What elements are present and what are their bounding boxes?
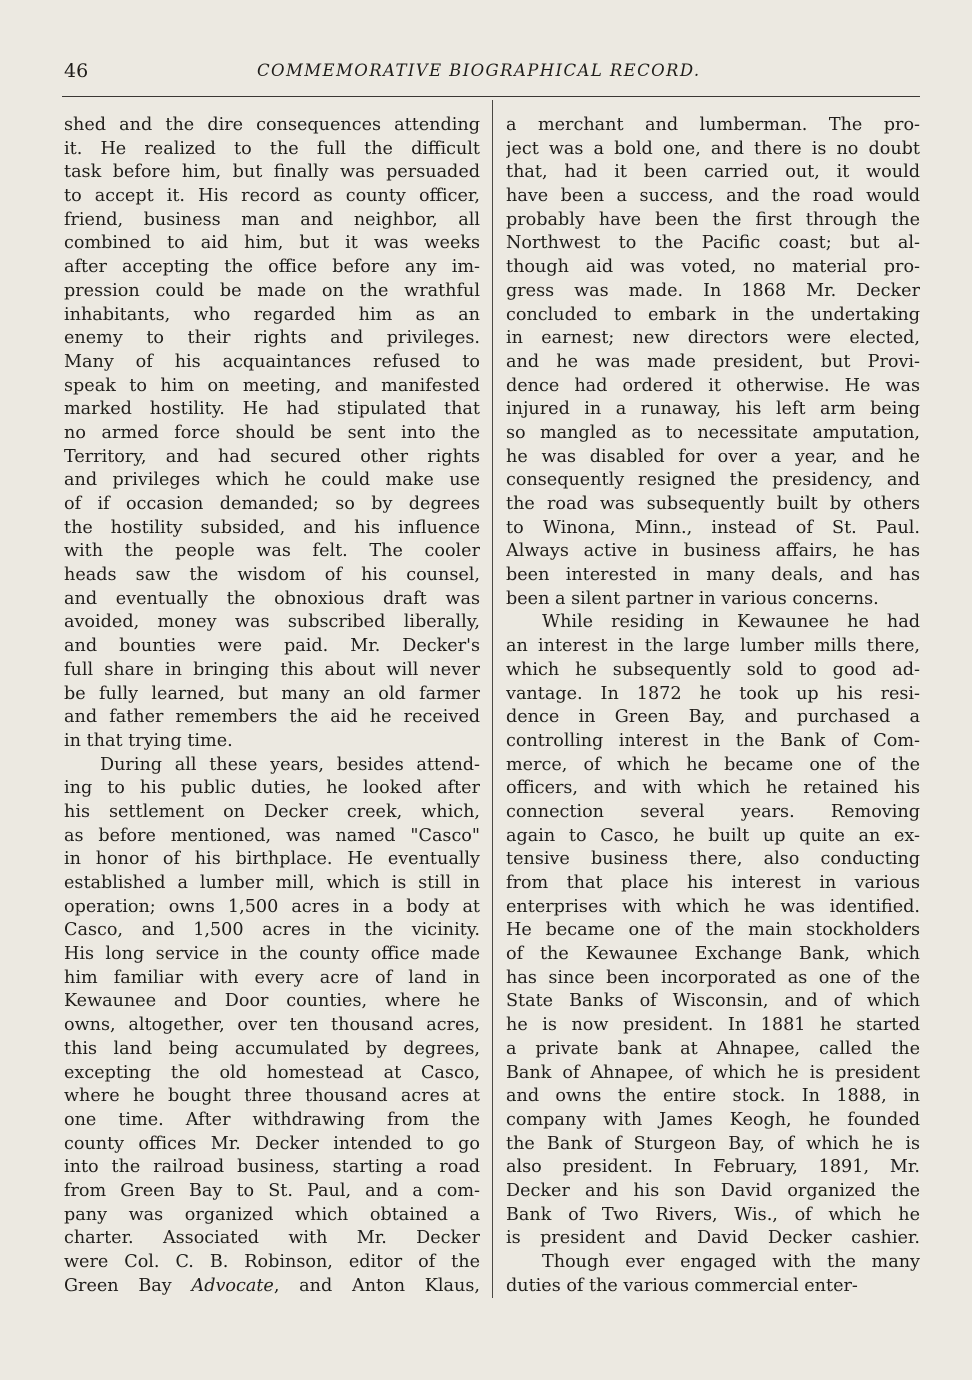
text-line: a merchant and lumberman. The pro- — [506, 115, 920, 135]
text-line: after accepting the office before any im- — [64, 257, 480, 278]
text-line: His long service in the county office made — [64, 944, 480, 965]
text-line: in honor of his birthplace. He eventually — [64, 849, 480, 870]
text-line: Bank of Ahnapee, of which he is president — [506, 1062, 920, 1083]
text-line: pany was organized which obtained a — [64, 1204, 480, 1225]
text-line: merce, of which he became one of the — [506, 754, 920, 775]
text-line: an interest in the large lumber mills there, — [506, 636, 920, 657]
page-number: 46 — [64, 60, 89, 82]
running-title: COMMEMORATIVE BIOGRAPHICAL RECORD. — [257, 61, 701, 80]
text-line: established a lumber mill, which is still in — [64, 873, 480, 893]
text-line: it. He realized to the full the difficult — [64, 138, 480, 159]
text-segment: , and Anton Klaus, — [273, 1275, 480, 1296]
text-line: and he was made president, but Provi- — [506, 351, 920, 372]
text-line: duties of the various commercial enter- — [506, 1275, 858, 1296]
text-line: which he subsequently sold to good ad- — [506, 659, 920, 680]
text-line: probably have been the first through the — [506, 209, 920, 230]
text-line: where he bought three thousand acres at — [64, 1086, 480, 1107]
text-line: State Banks of Wisconsin, and of which — [506, 991, 920, 1012]
text-line: During all these years, besides attend- — [100, 754, 480, 775]
text-line: in earnest; new directors were elected, — [506, 328, 920, 349]
text-line: Many of his acquaintances refused to — [64, 351, 480, 372]
text-line: operation; owns 1,500 acres in a body at — [64, 896, 480, 917]
text-line: inhabitants, who regarded him as an — [64, 304, 480, 325]
text-line: Casco, and 1,500 acres in the vicinity. — [64, 920, 480, 941]
text-line: from Green Bay to St. Paul, and a com- — [64, 1180, 480, 1201]
text-line: Bank of Two Rivers, Wis., of which he — [506, 1204, 920, 1225]
left-column — [64, 114, 480, 1298]
text-line: has since been incorporated as one of the — [506, 967, 920, 988]
text-line: been a silent partner in various concerns. — [506, 588, 879, 609]
text-line: company with James Keogh, he founded — [506, 1109, 920, 1130]
column-divider — [492, 100, 493, 1298]
text-line: into the railroad business, starting a road — [64, 1157, 480, 1178]
text-line: pression could be made on the wrathful — [64, 280, 480, 301]
text-line: though aid was voted, no material pro- — [506, 257, 920, 278]
text-line — [64, 1275, 480, 1299]
text-line: and privileges which he could make use — [64, 470, 480, 491]
text-line: one time. After withdrawing from the — [64, 1109, 480, 1130]
text-segment: Green Bay — [64, 1275, 192, 1296]
text-line: full share in bringing this about will never — [64, 659, 480, 680]
text-line: controlling interest in the Bank of Com- — [506, 730, 920, 751]
text-line: him familiar with every acre of land in — [64, 967, 480, 988]
text-line: and eventually the obnoxious draft was — [64, 588, 480, 609]
text-line: concluded to embark in the undertaking — [506, 304, 920, 325]
text-line: of the Kewaunee Exchange Bank, which — [506, 944, 920, 965]
text-line: this land being accumulated by degrees, — [64, 1038, 480, 1059]
text-line: be fully learned, but many an old farmer — [64, 683, 480, 704]
text-line: ject was a bold one, and there is no doubt — [506, 138, 920, 159]
text-line: as before mentioned, was named "Casco" — [64, 825, 480, 846]
text-line: Territory, and had secured other rights — [64, 446, 480, 467]
text-line: and father remembers the aid he received — [64, 707, 480, 728]
text-line: Northwest to the Pacific coast; but al- — [506, 233, 920, 254]
text-line: He became one of the main stockholders — [506, 920, 920, 941]
text-line: from that place his interest in various — [506, 873, 920, 893]
text-line: shed and the dire consequences attending — [64, 115, 480, 135]
text-line: dence had ordered it otherwise. He was — [506, 375, 920, 396]
text-line: he is now president. In 1881 he started — [506, 1015, 920, 1036]
text-line: While residing in Kewaunee he had — [542, 612, 920, 633]
text-line: officers, and with which he retained his — [506, 778, 920, 799]
text-line: Kewaunee and Door counties, where he — [64, 991, 480, 1012]
text-line: the hostility subsided, and his influence — [64, 517, 480, 538]
header-rule — [62, 96, 920, 97]
text-line: again to Casco, he built up quite an ex- — [506, 825, 920, 846]
text-line: in that trying time. — [64, 730, 233, 751]
text-line: have been a success, and the road would — [506, 186, 920, 207]
text-line: been interested in many deals, and has — [506, 565, 920, 586]
text-line: gress was made. In 1868 Mr. Decker — [506, 280, 920, 301]
text-line: Always active in business affairs, he has — [506, 541, 920, 562]
text-line: to accept it. His record as county officer, — [64, 186, 480, 207]
text-line: connection several years. Removing — [506, 801, 920, 822]
text-line: Though ever engaged with the many — [542, 1252, 920, 1272]
text-line: speak to him on meeting, and manifested — [64, 375, 480, 396]
text-line: consequently resigned the presidency, and — [506, 470, 920, 491]
text-line: also president. In February, 1891, Mr. — [506, 1157, 920, 1178]
text-line: he was disabled for over a year, and he — [506, 446, 920, 467]
text-line: ing to his public duties, he looked after — [64, 778, 480, 799]
text-line: tensive business there, also conducting — [506, 849, 920, 870]
text-line: combined to aid him, but it was weeks — [64, 233, 480, 254]
text-line: marked hostility. He had stipulated that — [64, 399, 480, 420]
text-line: enemy to their rights and privileges. — [64, 328, 480, 349]
text-line: with the people was felt. The cooler — [64, 541, 480, 562]
text-line: avoided, money was subscribed liberally, — [64, 612, 480, 633]
text-line: that, had it been carried out, it would — [506, 162, 920, 183]
text-line: heads saw the wisdom of his counsel, — [64, 565, 480, 586]
text-line: owns, altogether, over ten thousand acres, — [64, 1015, 480, 1036]
text-line: the Bank of Sturgeon Bay, of which he is — [506, 1133, 920, 1154]
text-line: friend, business man and neighbor, all — [64, 209, 480, 230]
text-line: injured in a runaway, his left arm being — [506, 399, 920, 420]
text-line: excepting the old homestead at Casco, — [64, 1062, 480, 1083]
text-line: no armed force should be sent into the — [64, 422, 480, 443]
text-line: vantage. In 1872 he took up his resi- — [506, 683, 920, 704]
page-header — [62, 58, 920, 84]
text-line: the road was subsequently built by others — [506, 494, 920, 514]
text-line: charter. Associated with Mr. Decker — [64, 1228, 480, 1249]
text-line: were Col. C. B. Robinson, editor of the — [64, 1252, 480, 1272]
text-line: county offices Mr. Decker intended to go — [64, 1133, 480, 1154]
text-line: enterprises with which he was identified. — [506, 896, 920, 917]
text-line: his settlement on Decker creek, which, — [64, 801, 480, 822]
text-line: dence in Green Bay, and purchased a — [506, 707, 920, 728]
text-line: so mangled as to necessitate amputation, — [506, 422, 920, 443]
text-line: of if occasion demanded; so by degrees — [64, 494, 480, 514]
text-line: is president and David Decker cashier. — [506, 1228, 920, 1249]
text-line: to Winona, Minn., instead of St. Paul. — [506, 517, 920, 538]
newspaper-name: Advocate — [191, 1275, 274, 1296]
right-column — [506, 114, 920, 1298]
text-line: a private bank at Ahnapee, called the — [506, 1038, 920, 1059]
text-line: and bounties were paid. Mr. Decker's — [64, 636, 480, 657]
text-line: task before him, but finally was persuaded — [64, 162, 480, 183]
text-line: Decker and his son David organized the — [506, 1180, 920, 1201]
text-line: and owns the entire stock. In 1888, in — [506, 1086, 920, 1107]
